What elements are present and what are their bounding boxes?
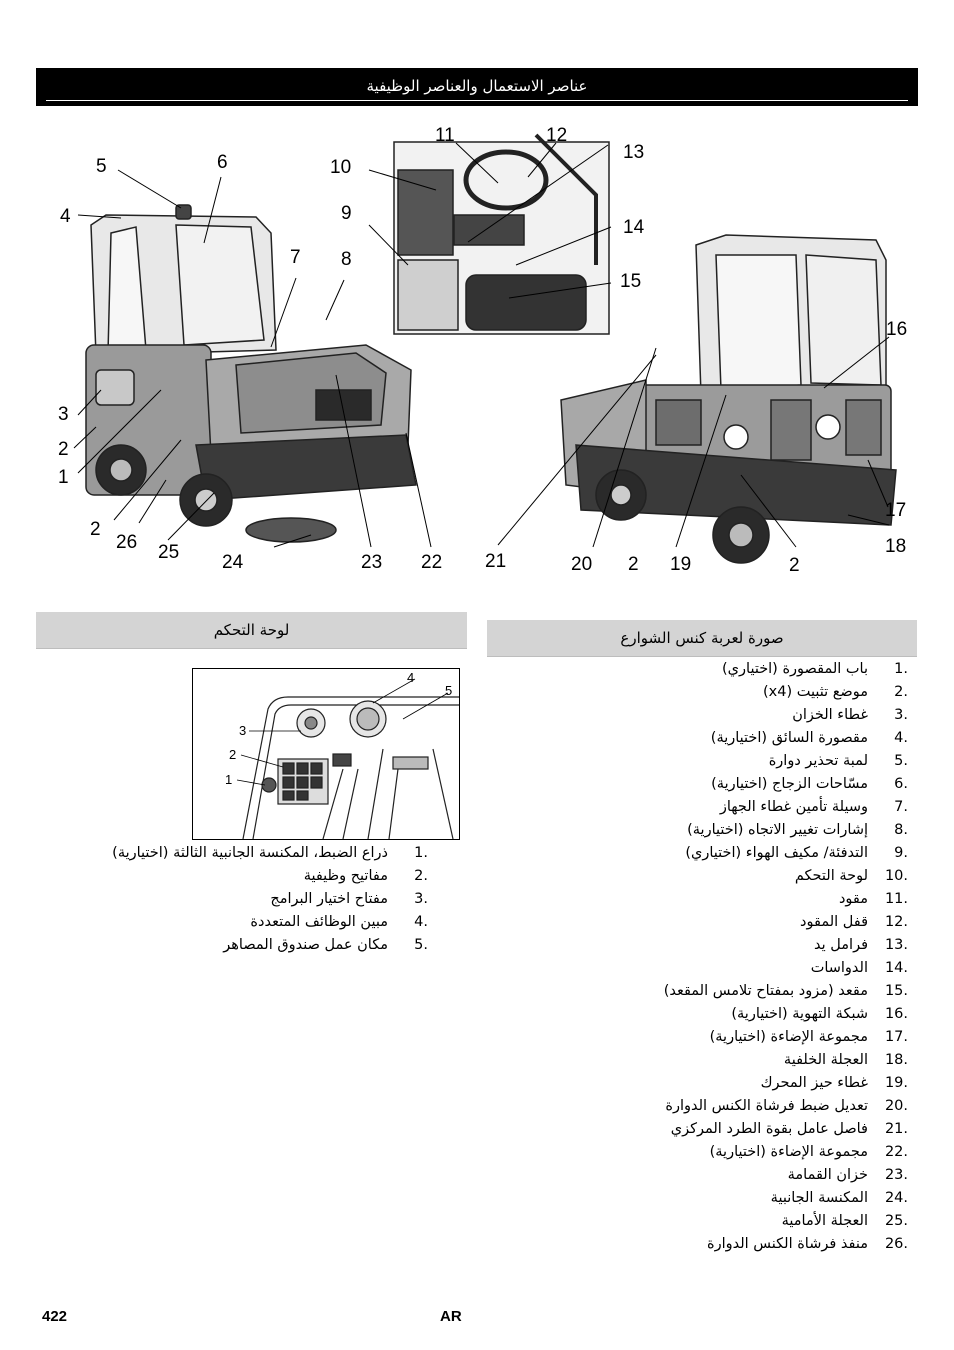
callout-label: 2 bbox=[789, 555, 800, 576]
callout-label: 11 bbox=[435, 125, 455, 146]
list-item: 23.خزان القمامة bbox=[787, 1167, 908, 1183]
list-item: 20.تعديل ضبط فرشاة الكنس الدوارة bbox=[665, 1098, 908, 1114]
machine-section-title: صورة لعربة كنس الشوارع bbox=[487, 620, 917, 657]
callout-label: 2 bbox=[628, 554, 639, 575]
list-item: 14.الدواسات bbox=[810, 960, 908, 976]
page-number: 422 bbox=[42, 1308, 68, 1325]
list-item: 24.المكنسة الجانبية bbox=[770, 1190, 908, 1206]
list-item: 8.إشارات تغيير الاتجاه (اختيارية) bbox=[687, 822, 908, 838]
callout-label: 5 bbox=[96, 156, 107, 177]
panel-callout: 5 bbox=[445, 683, 453, 698]
list-item: 16.شبكة التهوية (اختيارية) bbox=[731, 1006, 908, 1022]
list-item: 2.موضع تثبيت (x4) bbox=[762, 684, 908, 700]
control-panel-section-title: لوحة التحكم bbox=[36, 612, 467, 649]
panel-callout: 4 bbox=[407, 670, 415, 685]
callout-label: 14 bbox=[623, 217, 645, 238]
callout-label: 19 bbox=[670, 554, 692, 575]
callout-label: 9 bbox=[341, 203, 352, 224]
machine-figure bbox=[36, 115, 918, 585]
section-header bbox=[36, 68, 918, 106]
list-item: 15.مقعد (مزود بمفتاح تلامس المقعد) bbox=[663, 983, 908, 999]
callout-label: 22 bbox=[421, 552, 443, 573]
list-item: 6.مسّاحات الزجاج (اختيارية) bbox=[711, 776, 908, 792]
list-item: 5.لمبة تحذير دوارة bbox=[768, 753, 908, 769]
list-item: 1.ذراع الضبط، المكنسة الجانبية الثالثة (اختيارية) bbox=[112, 845, 428, 861]
list-item: 7.وسيلة تأمين غطاء الجهاز bbox=[719, 799, 908, 815]
list-item: 12.قفل المقود bbox=[800, 914, 908, 930]
callout-label: 12 bbox=[546, 125, 568, 146]
callout-label: 10 bbox=[330, 157, 352, 178]
control-panel-figure bbox=[192, 668, 460, 840]
callout-label: 20 bbox=[571, 554, 593, 575]
callout-label: 8 bbox=[341, 249, 352, 270]
panel-callout: 3 bbox=[239, 723, 247, 738]
list-item: 18.العجلة الخلفية bbox=[783, 1052, 908, 1068]
callout-label: 4 bbox=[60, 206, 71, 227]
list-item: 11.مقود bbox=[838, 891, 908, 907]
panel-callout: 1 bbox=[225, 772, 233, 787]
panel-callout: 2 bbox=[229, 747, 237, 762]
header-rule bbox=[46, 100, 908, 101]
left-machine-illustration bbox=[86, 205, 416, 542]
list-item: 25.العجلة الأمامية bbox=[781, 1213, 908, 1229]
callout-label: 16 bbox=[886, 319, 908, 340]
list-item: 22.مجموعة الإضاءة (اختيارية) bbox=[709, 1144, 908, 1160]
callout-label: 1 bbox=[58, 467, 69, 488]
callout-label: 21 bbox=[485, 551, 507, 572]
control-panel-list bbox=[112, 842, 428, 957]
callout-label: 18 bbox=[885, 536, 907, 557]
list-item: 17.مجموعة الإضاءة (اختيارية) bbox=[709, 1029, 908, 1045]
callout-label: 24 bbox=[222, 552, 244, 573]
callout-label: 2 bbox=[90, 519, 101, 540]
right-machine-illustration bbox=[561, 235, 896, 563]
list-item: 2.مفاتيح وظيفية bbox=[303, 868, 428, 884]
callout-label: 7 bbox=[290, 247, 301, 268]
callout-label: 15 bbox=[620, 271, 642, 292]
callout-label: 2 bbox=[58, 439, 69, 460]
list-item: 3.غطاء الخزان bbox=[792, 707, 908, 723]
section-title: عناصر الاستعمال والعناصر الوظيفية bbox=[366, 77, 588, 95]
callout-label: 26 bbox=[116, 532, 138, 553]
list-item: 5.مكان عمل صندوق المصاهر bbox=[223, 937, 428, 953]
list-item: 19.غطاء حيز المحرك bbox=[760, 1075, 908, 1091]
callout-label: 23 bbox=[361, 552, 383, 573]
list-item: 3.مفتاح اختيار البرامج bbox=[270, 891, 428, 907]
callout-label: 17 bbox=[885, 500, 907, 521]
control-panel-illustration bbox=[243, 697, 459, 839]
list-item: 26.منفذ فرشاة الكنس الدوارة bbox=[706, 1236, 908, 1252]
list-item: 1.باب المقصورة (اختياري) bbox=[722, 661, 908, 677]
list-item: 10.لوحة التحكم bbox=[794, 868, 908, 884]
list-item: 4.مقصورة السائق (اختيارية) bbox=[710, 730, 908, 746]
list-item: 21.فاصل عامل بقوة الطرد المركزي bbox=[670, 1121, 908, 1137]
cab-interior-illustration bbox=[394, 135, 609, 334]
callout-label: 13 bbox=[623, 142, 645, 163]
callout-label: 6 bbox=[217, 152, 228, 173]
list-item: 9.التدفئة/ مكيف الهواء (اختياري) bbox=[685, 845, 908, 861]
machine-parts-list bbox=[664, 658, 908, 1256]
callout-label: 3 bbox=[58, 404, 69, 425]
list-item: 4.مبين الوظائف المتعددة bbox=[250, 914, 428, 930]
callout-label: 25 bbox=[158, 542, 180, 563]
list-item: 13.فرامل يد bbox=[814, 937, 908, 953]
language-code: AR bbox=[440, 1308, 462, 1325]
